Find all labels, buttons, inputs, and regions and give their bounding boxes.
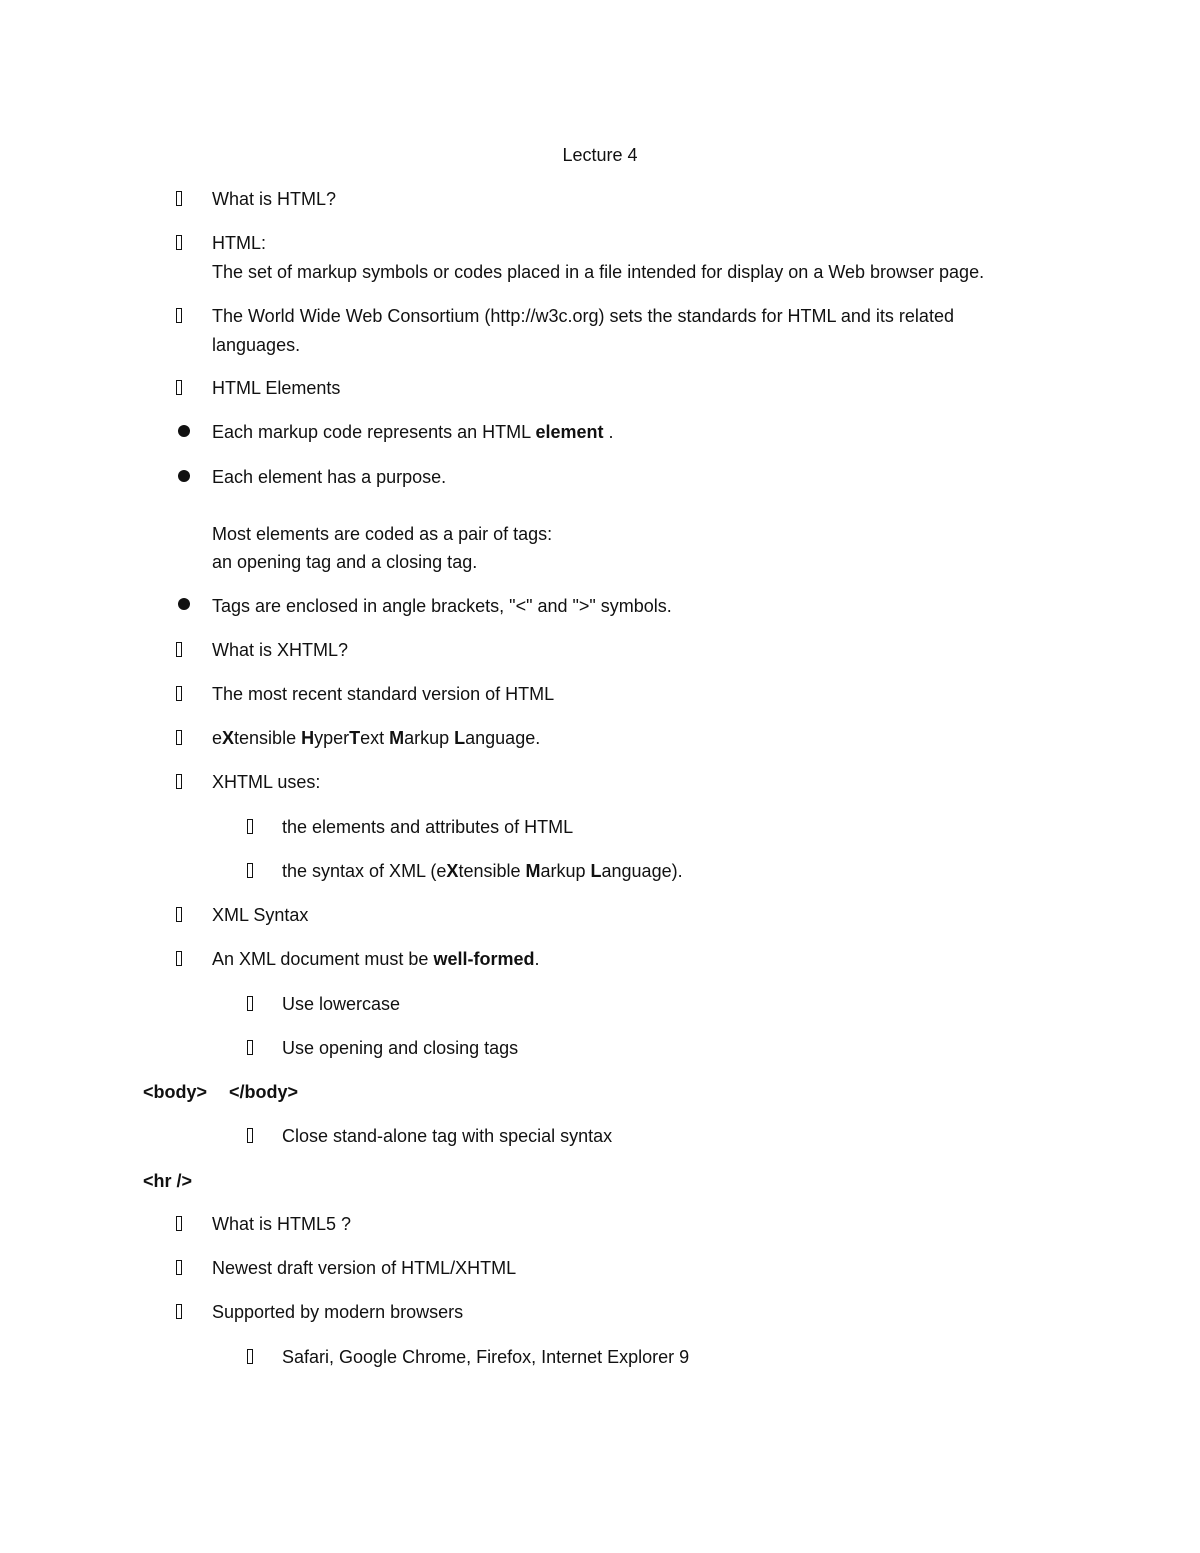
missing-glyph-bullet-icon bbox=[247, 1349, 253, 1364]
missing-glyph-bullet-icon bbox=[247, 819, 253, 834]
paragraph-line: Most elements are coded as a pair of tags: bbox=[212, 524, 553, 544]
missing-glyph-bullet-icon bbox=[176, 380, 182, 395]
bold-letter: M bbox=[525, 861, 541, 881]
text-segment: anguage. bbox=[465, 728, 541, 748]
missing-glyph-bullet-icon bbox=[176, 642, 182, 657]
missing-glyph-bullet-icon bbox=[176, 730, 182, 745]
text-segment: arkup bbox=[540, 861, 591, 881]
list-item: Supported by modern browsers bbox=[212, 1302, 464, 1322]
sub-list-item: Use opening and closing tags bbox=[282, 1038, 519, 1058]
list-item bbox=[212, 727, 540, 749]
list-item: What is HTML? bbox=[212, 189, 337, 209]
text-segment: the syntax of XML (e bbox=[282, 861, 447, 881]
list-item: What is XHTML? bbox=[212, 640, 349, 660]
list-item: The World Wide Web Consortium (http://w3c.org) sets the standards for HTML and its related bbox=[212, 306, 954, 326]
list-item: Tags are enclosed in angle brackets, "<" and ">" symbols. bbox=[212, 596, 672, 616]
text-segment: e bbox=[212, 728, 223, 748]
text-segment: Each markup code represents an HTML bbox=[212, 422, 536, 442]
missing-glyph-bullet-icon bbox=[176, 951, 182, 966]
bold-letter: H bbox=[301, 728, 315, 748]
missing-glyph-bullet-icon bbox=[247, 1040, 253, 1055]
missing-glyph-bullet-icon bbox=[176, 1216, 182, 1231]
bullet-dot-icon bbox=[178, 470, 190, 482]
text-segment: . bbox=[603, 422, 614, 442]
list-item: HTML Elements bbox=[212, 378, 341, 398]
bold-term: well-formed bbox=[433, 949, 535, 969]
sub-list-item bbox=[282, 860, 683, 882]
text-segment: anguage). bbox=[601, 861, 683, 881]
missing-glyph-bullet-icon bbox=[176, 191, 182, 206]
sub-list-item: the elements and attributes of HTML bbox=[282, 817, 574, 837]
missing-glyph-bullet-icon bbox=[247, 996, 253, 1011]
missing-glyph-bullet-icon bbox=[176, 774, 182, 789]
sub-list-item: Close stand-alone tag with special syntax bbox=[282, 1126, 613, 1146]
list-item: XML Syntax bbox=[212, 905, 309, 925]
text-segment: ext bbox=[360, 728, 390, 748]
sub-list-item: Use lowercase bbox=[282, 994, 401, 1014]
bold-letter: L bbox=[590, 861, 602, 881]
page-title: Lecture 4 bbox=[562, 145, 638, 165]
missing-glyph-bullet-icon bbox=[247, 863, 253, 878]
bold-letter: X bbox=[446, 861, 459, 881]
list-item: Newest draft version of HTML/XHTML bbox=[212, 1258, 517, 1278]
sub-list-item: Safari, Google Chrome, Firefox, Internet Explorer 9 bbox=[282, 1347, 690, 1367]
list-item: Each element has a purpose. bbox=[212, 467, 447, 487]
list-item-continuation: languages. bbox=[212, 335, 301, 355]
missing-glyph-bullet-icon bbox=[247, 1128, 253, 1143]
bold-letter: L bbox=[454, 728, 466, 748]
bullet-dot-icon bbox=[178, 425, 190, 437]
text-segment: arkup bbox=[404, 728, 455, 748]
bold-letter: T bbox=[349, 728, 361, 748]
list-item: What is HTML5 ? bbox=[212, 1214, 352, 1234]
code-tag: <hr /> bbox=[143, 1171, 193, 1191]
missing-glyph-bullet-icon bbox=[176, 1260, 182, 1275]
missing-glyph-bullet-icon bbox=[176, 686, 182, 701]
missing-glyph-bullet-icon bbox=[176, 308, 182, 323]
list-item: The most recent standard version of HTML bbox=[212, 684, 555, 704]
missing-glyph-bullet-icon bbox=[176, 235, 182, 250]
text-segment: yper bbox=[314, 728, 350, 748]
bold-letter: X bbox=[222, 728, 235, 748]
text-segment: An XML document must be bbox=[212, 949, 434, 969]
text-segment: . bbox=[534, 949, 540, 969]
text-segment: tensible bbox=[458, 861, 526, 881]
list-item: HTML: bbox=[212, 233, 266, 253]
paragraph-line: an opening tag and a closing tag. bbox=[212, 552, 478, 572]
bullet-dot-icon bbox=[178, 598, 190, 610]
bold-letter: M bbox=[389, 728, 405, 748]
text-segment: tensible bbox=[234, 728, 302, 748]
bold-term: element bbox=[535, 422, 604, 442]
code-tag-close: </body> bbox=[229, 1082, 299, 1102]
list-item: XHTML uses: bbox=[212, 772, 321, 792]
missing-glyph-bullet-icon bbox=[176, 907, 182, 922]
list-item bbox=[212, 948, 539, 970]
list-item-continuation: The set of markup symbols or codes placed in a file intended for display on a Web browser page. bbox=[212, 262, 985, 282]
missing-glyph-bullet-icon bbox=[176, 1304, 182, 1319]
list-item bbox=[212, 421, 614, 443]
code-tag-open: <body> bbox=[143, 1082, 208, 1102]
